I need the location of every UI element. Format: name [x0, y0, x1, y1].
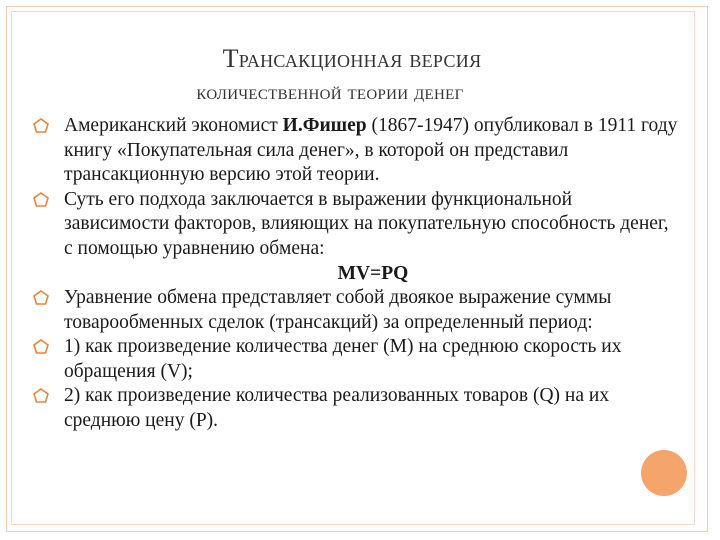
slide-title: Трансакционная версия [222, 44, 482, 73]
bullet-text: Уравнение обмена представляет собой двоякое выражение суммы товарообменных сделок (трансакций) за определенный период: [64, 287, 612, 333]
exchange-equation: MV=PQ [337, 263, 409, 284]
bullet-text-part: (1867-1947) опубликовал в 1911 году книгу «Покупательная сила денег», в которой он представил трансакционную версию этой теории. [64, 115, 678, 185]
bullet-text-part: Американский экономист [64, 115, 283, 136]
bullet-item-fisher [32, 114, 682, 188]
pentagon-bullet-icon [32, 117, 50, 135]
decorative-circle [641, 450, 687, 496]
pentagon-bullet-icon [32, 387, 50, 405]
bullet-text: 1) как произведение количества денег (М) на среднюю скорость их обращения (V); [64, 336, 622, 382]
bullet-item-equation [32, 286, 682, 335]
pentagon-bullet-icon [32, 191, 50, 209]
bullet-text: Суть его подхода заключается в выражении функциональной зависимости факторов, влияющих на покупательную способность денег, с помощью уравнению обмена: [64, 188, 669, 259]
slide-subtitle: количественной теории денег [196, 80, 464, 104]
bullet-text: 2) как произведение количества реализованных товаров (Q) на их среднюю цену (Р). [64, 385, 610, 431]
bullet-item-pq [32, 384, 682, 433]
bullet-item-mv [32, 335, 682, 384]
author-name: И.Фишер [282, 115, 367, 136]
pentagon-bullet-icon [32, 289, 50, 307]
bullet-list [32, 114, 682, 433]
pentagon-bullet-icon [32, 338, 50, 356]
bullet-item-approach [32, 188, 682, 262]
